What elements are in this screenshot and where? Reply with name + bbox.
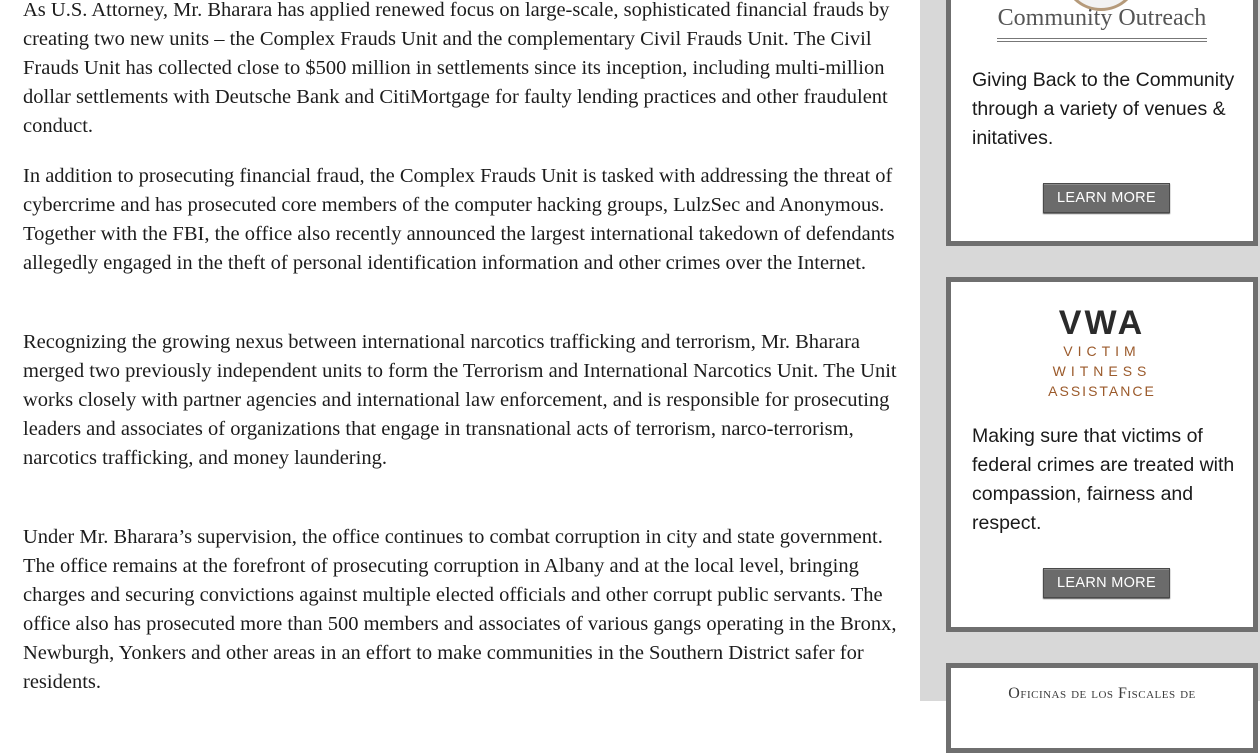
community-outreach-learn-more-button[interactable]: LEARN MORE [1043,183,1170,213]
oficinas-box [946,663,1258,753]
community-outreach-box [946,0,1258,246]
paragraph-financial-fraud: As U.S. Attorney, Mr. Bharara has applied renewed focus on large-scale, sophisticated financial frauds by creating two new units – the Complex Frauds Unit and the complementary Civil Frauds Unit. The Civil Frauds Unit has collected close to $500 million in settlements since its inception, including multi-million dollar settlements with Deutsche Bank and CitiMortgage for faulty lending practices and other fraudulent conduct. [23,0,890,137]
vwa-description: Making sure that victims of federal crimes are treated with compassion, fairness and respect. [972,425,1235,534]
oficinas-logo: Oficinas de los Fiscales de [1008,685,1196,702]
paragraph-terrorism-narcotics: Recognizing the growing nexus between international narcotics trafficking and terrorism, Mr. Bharara merged two previously independent units to form the Terrorism and International Narcotics Unit. The Unit works closely with partner agencies and international law enforcement, and is responsible for prosecuting leaders and associates of organizations that engage in transnational acts of terrorism, narco-terrorism, narcotics trafficking, and money laundering. [23,331,897,469]
vwa-logo-abbrev: VWA [1058,304,1146,342]
vwa-box [946,277,1258,632]
vwa-logo-victim: VICTIM [1063,343,1141,359]
paragraph-corruption-gangs: Under Mr. Bharara’s supervision, the office continues to combat corruption in city and state government. The office remains at the forefront of prosecuting corruption in Albany and at the local level, bringing charges and securing convictions against multiple elected officials and other corrupt public servants. The office also has prosecuted more than 500 members and associates of various gangs operating in the Bronx, Newburgh, Yonkers and other areas in an effort to make communities in the Southern District safer for residents. [23,526,897,693]
vwa-learn-more-button[interactable]: LEARN MORE [1043,568,1170,598]
vwa-logo-assistance: ASSISTANCE [1048,383,1156,399]
logo-underline-secondary [997,41,1207,42]
community-outreach-logo: Community Outreach [997,5,1207,31]
community-outreach-description: Giving Back to the Community through a variety of venues & initatives. [972,69,1235,149]
paragraph-cybercrime: In addition to prosecuting financial fraud, the Complex Frauds Unit is tasked with addressing the threat of cybercrime and has prosecuted core members of the computer hacking groups, LulzSec and Anonymous. Together with the FBI, the office also recently announced the largest international takedown of defendants allegedly engaged in the theft of personal identification information and other crimes over the Internet. [23,165,895,274]
logo-underline [997,38,1207,39]
vwa-logo-witness: WITNESS [1052,363,1152,379]
